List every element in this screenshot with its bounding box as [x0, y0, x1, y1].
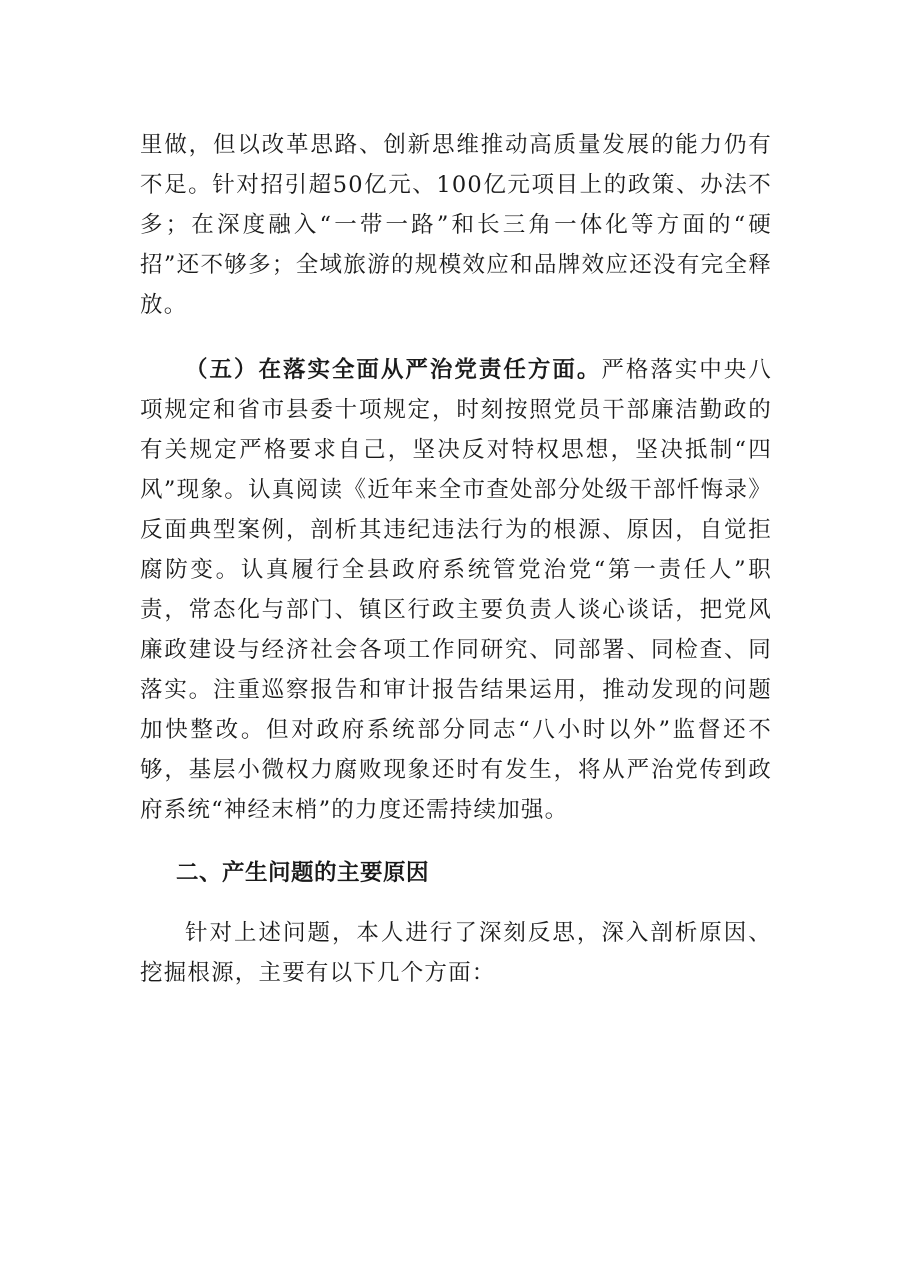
section-five-heading: （五）在落实全面从严治党责任方面。 [185, 357, 602, 383]
section-five-body: 严格落实中央八项规定和省市县委十项规定，时刻按照党员干部廉洁勤政的有关规定严格要求自己，坚决反对特权思想，坚决抵制“四风”现象。认真阅读《近年来全市查处部分处级干部忏悔录》反面典型案例，剖析其违纪违法行为的根源、原因，自觉拒腐防变。认真履行全县政府系统管党治党“第一责任人”职责，常态化与部门、镇区行政主要负责人谈心谈话，把党风廉政建设与经济社会各项工作同研究、同部署、同检查、同落实。注重巡察报告和审计报告结果运用，推动发现的问题加快整改。但对政府系统部分同志“八小时以外”监督还不够，基层小微权力腐败现象还时有发生，将从严治党传到政府系统“神经末梢”的力度还需持续加强。 [140, 357, 772, 823]
paragraph-causes-intro: 针对上述问题，本人进行了深刻反思，深入剖析原因、挖掘根源，主要有以下几个方面： [140, 920, 772, 986]
paragraph-spacer [140, 325, 772, 350]
paragraph-continued: 里做，但以改革思路、创新思维推动高质量发展的能力仍有不足。针对招引超50亿元、100亿元项目上的政策、办法不多；在深度融入“一带一路”和长三角一体化等方面的“硬招”还不够多；全域旅游的规模效应和品牌效应还没有完全释放。 [140, 132, 772, 318]
document-page [140, 125, 772, 993]
section-heading-causes: 二、产生问题的主要原因 [176, 860, 430, 886]
paragraph-spacer [140, 893, 772, 913]
paragraph-spacer [140, 830, 772, 853]
paragraph-section-five [140, 350, 772, 830]
